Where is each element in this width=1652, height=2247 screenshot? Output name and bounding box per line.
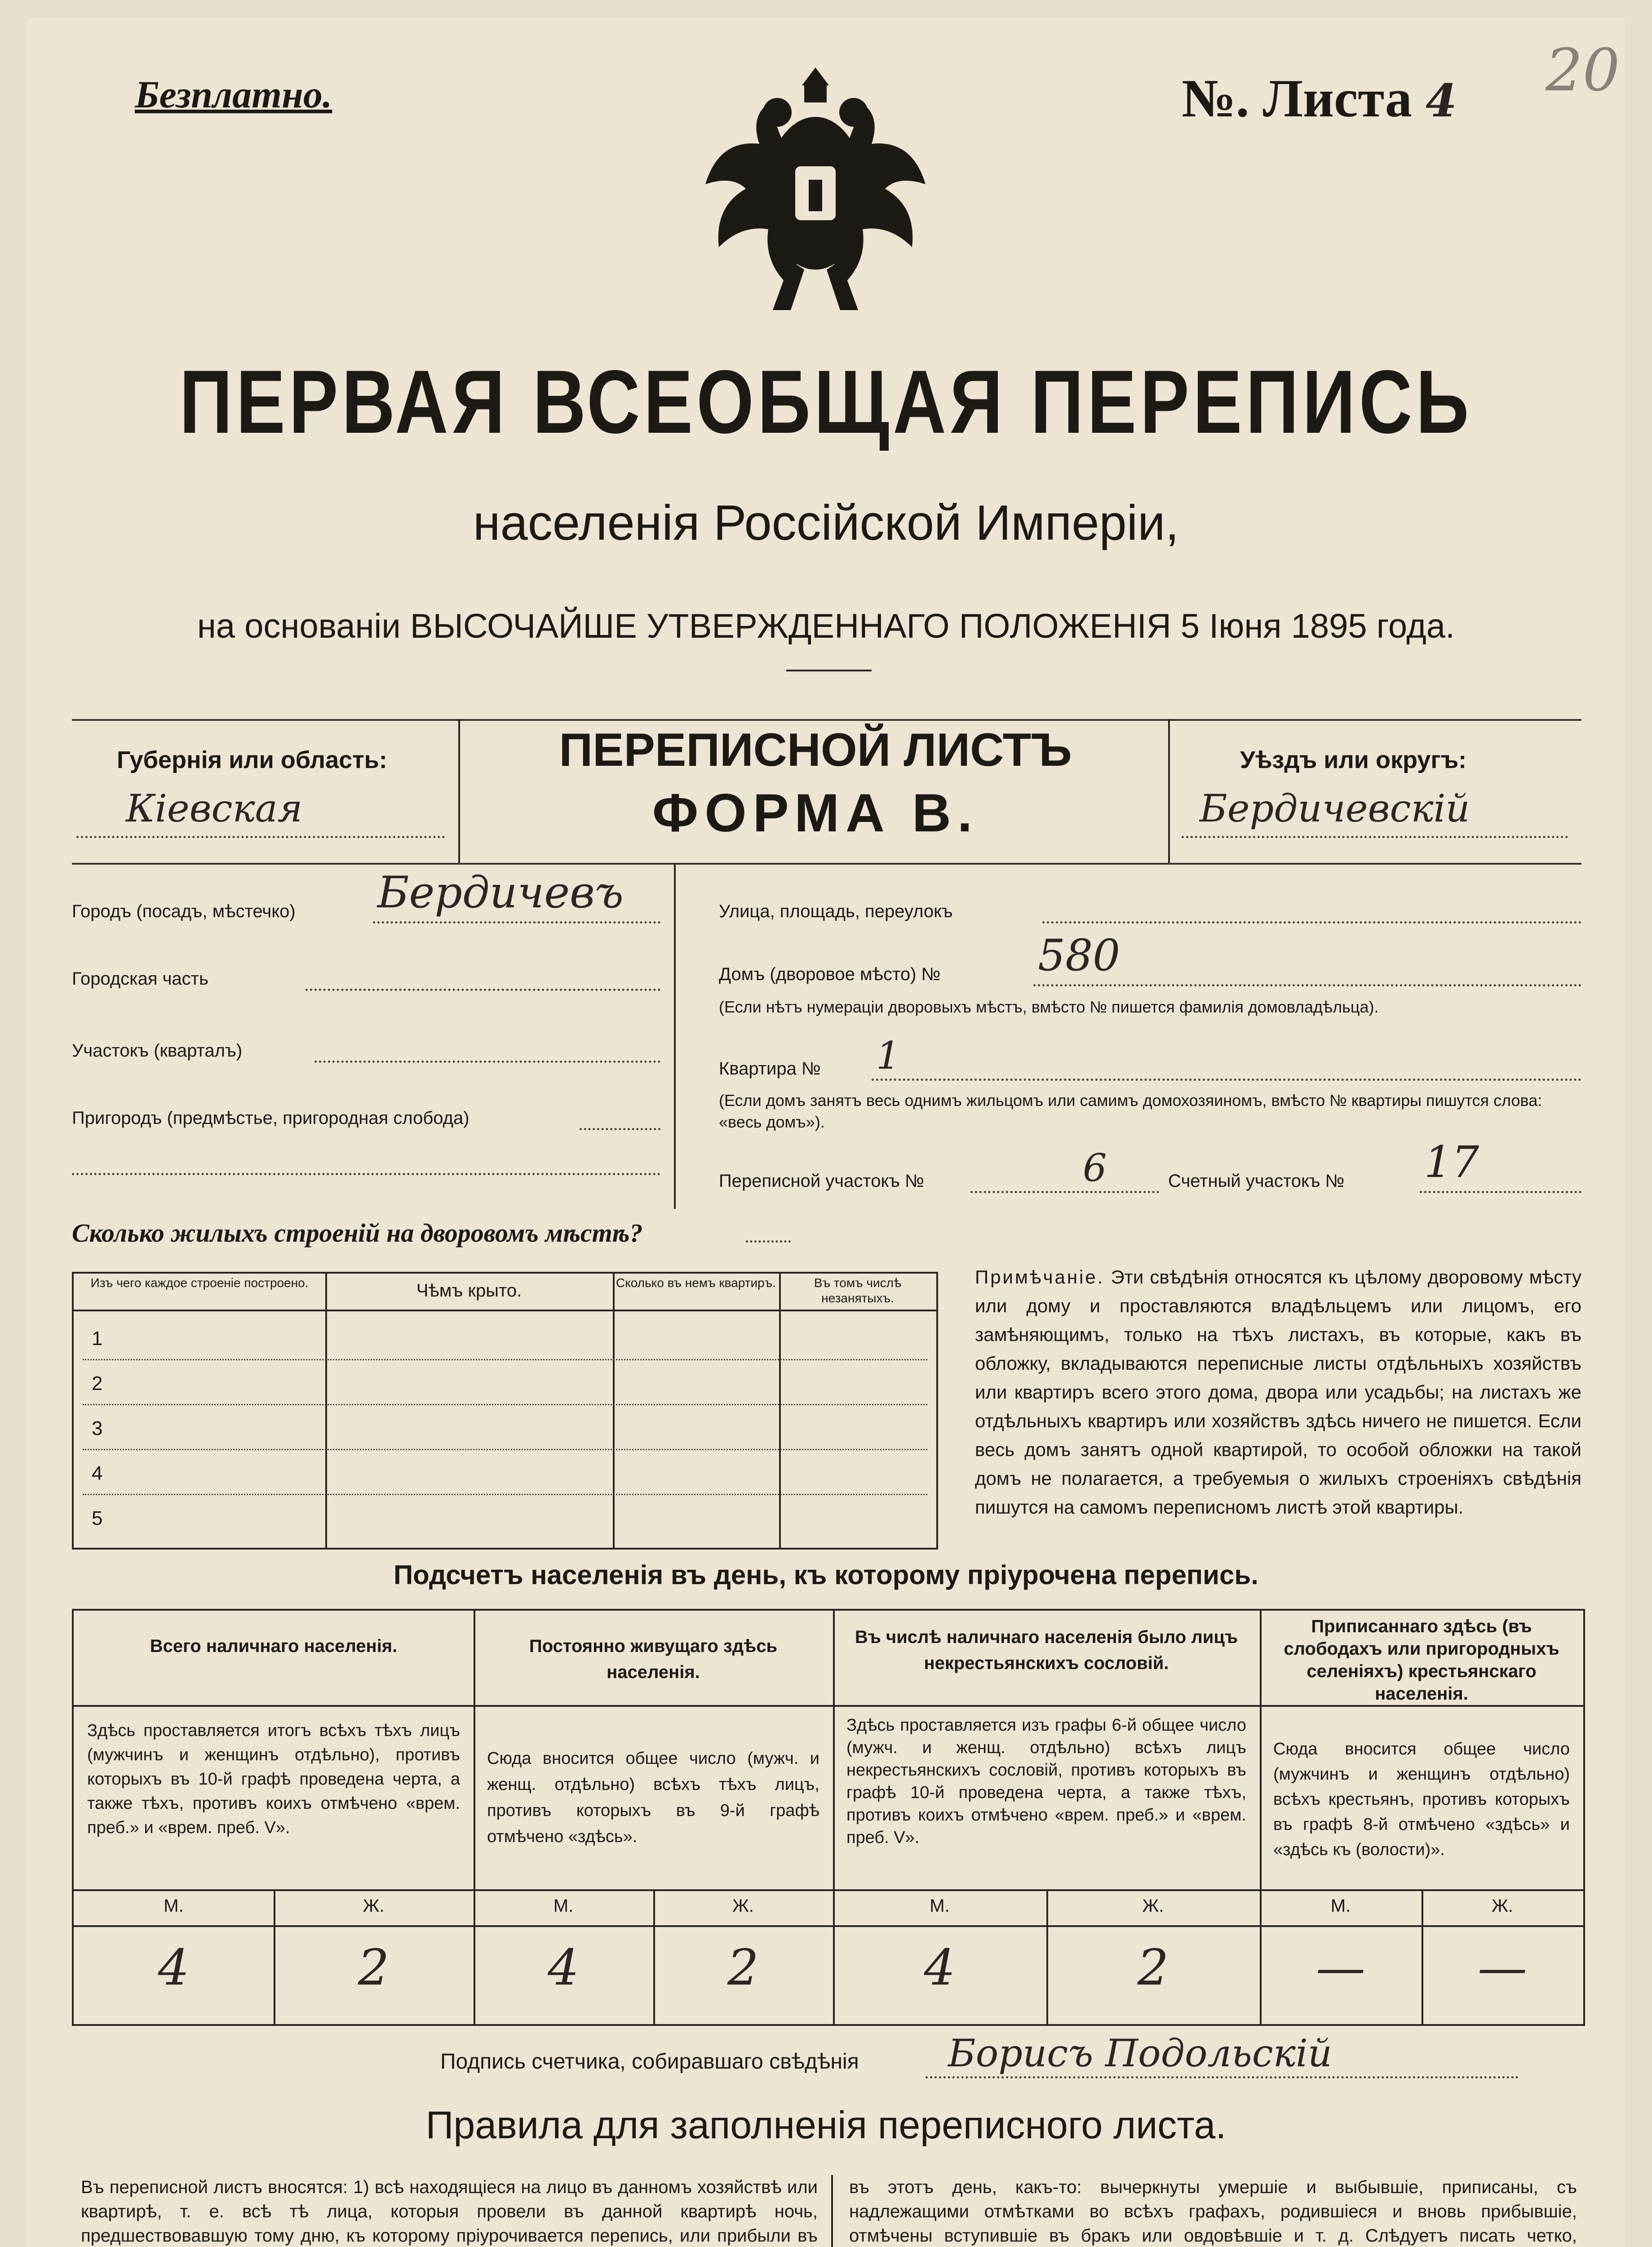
population-desc-rule <box>74 1889 1583 1891</box>
population-head-rule <box>74 1705 1583 1707</box>
city-part-dots <box>306 989 660 991</box>
population-desc-permanent: Сюда вносится общее число (мужч. и женщ. отдѣльно) всѣхъ тѣхъ лицъ, противъ которыхъ въ 9-й графѣ отмѣчено «здѣсь». <box>487 1749 819 1846</box>
buildings-row-rule <box>83 1494 927 1495</box>
rules-left-column: Въ переписной листъ вносятся: 1) всѣ находящіеся на лицо въ данномъ хозяйствѣ или квартирѣ, т. е. всѣ тѣ лица, которыя провели въ данной квартирѣ ночь, предшествовавшую тому дню, къ которому пріурочивается перепись, или прибыли въ <box>81 2177 818 2246</box>
non-peasant-male-count: 4 <box>924 1939 956 1996</box>
buildings-header-material: Изъ чего каждое строеніе построено. <box>90 1276 309 1290</box>
note-text: Эти свѣдѣнія относятся къ цѣлому дворовому мѣсту или дому и проставляются владѣльцемъ или лицомъ, его замѣняющимъ, только на тѣхъ листахъ, въ которые, какъ въ обложку, вкладываются переписные листы отдѣльныхъ хозяйствъ или квартиръ всего этого дома, двора или усадьбы; на листахъ же отдѣльныхъ квартиръ или хозяйствъ здѣсь ничего не пишется. Если весь домъ занятъ одной квартирой, то особой обложки на такой домъ не полагается, а требуемыя о жилыхъ строеніяхъ свѣдѣнія пишутся на самомъ переписномъ листѣ этой квартиры. <box>975 1266 1582 1518</box>
census-district-value: 6 <box>1083 1146 1107 1190</box>
uezd-dots <box>1182 836 1568 838</box>
gubernia-dots <box>76 836 445 838</box>
city-part-label: Городская часть <box>72 969 208 989</box>
city-label: Городъ (посадъ, мѣстечко) <box>72 901 296 921</box>
buildings-row-rule <box>83 1359 927 1360</box>
divider <box>786 670 872 671</box>
buildings-row-number: 5 <box>92 1507 103 1529</box>
rules-right-column: въ этотъ день, какъ-то: вычеркнуты умершіе и выбывшіе, приписаны, съ надлежащими отмѣтками во всѣхъ графахъ, родившіеся и вновь прибывшіе, отмѣчены вступившіе въ бракъ или овдовѣвшіе и т. д. Слѣдуетъ писать четко, <box>849 2177 1577 2246</box>
house-dots <box>1033 984 1581 986</box>
population-desc-peasant: Сюда вносится общее число (мужчинъ и женщинъ отдѣльно) всѣхъ крестьянъ, противъ которыхъ въ графѣ 8-й отмѣчено «здѣсь» и «здѣсь къ (волости)». <box>1273 1740 1570 1859</box>
peasant-male-count: — <box>1316 1939 1365 1996</box>
buildings-header-rule <box>74 1310 936 1311</box>
count-district-value: 17 <box>1424 1137 1479 1187</box>
rules-column-rule <box>831 2175 833 2247</box>
district-dots <box>314 1061 660 1063</box>
suburb-dots <box>580 1128 660 1130</box>
buildings-col-rule <box>325 1274 327 1548</box>
buildings-row-number: 4 <box>92 1462 103 1484</box>
corner-number: 20 <box>1546 36 1620 104</box>
form-bottom-rule <box>72 863 1581 865</box>
form-divider-right <box>1168 719 1170 863</box>
buildings-table <box>72 1272 938 1550</box>
address-divider <box>674 863 676 1209</box>
buildings-header-apartments: Сколько въ немъ квартиръ. <box>616 1276 776 1290</box>
rules-title: Правила для заполненія переписного листа. <box>425 2104 1227 2147</box>
apartment-value: 1 <box>876 1034 900 1078</box>
census-district-dots <box>970 1191 1159 1193</box>
street-label: Улица, площадь, переулокъ <box>719 901 953 921</box>
buildings-note <box>975 1263 1581 1522</box>
house-value: 580 <box>1038 930 1121 981</box>
buildings-question-dots <box>746 1240 791 1243</box>
form-name: ПЕРЕПИСНОЙ ЛИСТЪ <box>559 724 1072 776</box>
signature-value: Борисъ Подольскій <box>948 2031 1332 2075</box>
population-head-total: Всего наличнаго населенія. <box>150 1636 398 1656</box>
buildings-header-vacant: Въ томъ числѣ незанятыхъ. <box>814 1276 902 1305</box>
buildings-row-number: 3 <box>92 1417 103 1439</box>
form-divider-left <box>458 719 460 863</box>
census-district-label: Переписной участокъ № <box>719 1171 925 1191</box>
house-label: Домъ (дворовое мѣсто) № <box>719 964 941 984</box>
f-label: Ж. <box>732 1896 754 1916</box>
population-desc-total: Здѣсь проставляется итогъ всѣхъ тѣхъ лицъ (мужчинъ и женщинъ отдѣльно), противъ которыхъ въ 10-й графѣ проведена черта, а также тѣхъ, противъ коихъ отмѣчено «врем. преб.» и «врем. преб. V». <box>87 1721 460 1837</box>
population-title: Подсчетъ населенія въ день, къ которому пріурочена перепись. <box>394 1560 1258 1590</box>
population-mf-rule <box>74 1925 1583 1927</box>
count-district-label: Счетный участокъ № <box>1168 1171 1345 1191</box>
uezd-value: Бердичевскій <box>1200 786 1470 830</box>
buildings-question: Сколько жилыхъ строеній на дворовомъ мѣстѣ? <box>72 1218 643 1248</box>
apartment-note: (Если домъ занятъ весь однимъ жильцомъ или самимъ домохозяиномъ, вмѣсто № квартиры пишутся слова: «весь домъ»). <box>719 1091 1542 1131</box>
street-dots <box>1042 921 1581 924</box>
subtitle: населенія Россійской Имперіи, <box>473 495 1179 551</box>
sheet-number-label: №. Листа <box>1182 68 1412 128</box>
apartment-dots <box>872 1079 1581 1081</box>
buildings-row-number: 2 <box>92 1372 103 1394</box>
form-variant: ФОРМА В. <box>652 783 979 843</box>
district-label: Участокъ (кварталъ) <box>72 1041 243 1061</box>
f-label: Ж. <box>363 1896 385 1916</box>
sheet-number <box>1182 67 1457 129</box>
permanent-female-count: 2 <box>727 1939 759 1996</box>
form-top-rule <box>72 719 1581 721</box>
buildings-header-roof: Чѣмъ крыто. <box>416 1281 522 1301</box>
m-label: М. <box>930 1896 950 1916</box>
buildings-col-rule <box>613 1274 615 1548</box>
buildings-row-rule <box>83 1404 927 1405</box>
population-table <box>72 1609 1585 2026</box>
total-female-count: 2 <box>358 1939 390 1996</box>
m-label: М. <box>1330 1896 1351 1916</box>
house-note: (Если нѣтъ нумераціи дворовыхъ мѣстъ, вмѣсто № пишется фамилія домовладѣльца). <box>719 998 1379 1016</box>
uezd-label: Уѣздъ или округъ: <box>1240 746 1467 773</box>
buildings-row-number: 1 <box>92 1328 103 1350</box>
buildings-col-rule <box>779 1274 781 1548</box>
m-label: М. <box>553 1896 574 1916</box>
gubernia-value: Кіевская <box>126 786 303 830</box>
suburb-label: Пригородъ (предмѣстье, пригородная слобода) <box>72 1108 469 1128</box>
m-label: М. <box>164 1896 184 1916</box>
city-value: Бердичевъ <box>377 867 624 918</box>
signature-label: Подпись счетчика, собиравшаго свѣдѣнія <box>440 2050 859 2074</box>
note-lead: Примѣчаніе. <box>975 1266 1105 1288</box>
basis-line: на основаніи ВЫСОЧАЙШЕ УТВЕРЖДЕННАГО ПОЛОЖЕНІЯ 5 Іюня 1895 года. <box>197 607 1455 645</box>
population-desc-non-peasant: Здѣсь проставляется изъ графы 6-й общее число (мужч. и женщ. отдѣльно) всѣхъ лицъ некрестьянскихъ сословій, противъ которыхъ въ графѣ 10-й проведена черта, а также тѣхъ, противъ коихъ отмѣчено «врем. преб.» и «врем. преб. V». <box>846 1716 1246 1847</box>
population-head-non-peasant: Въ числѣ наличнаго населенія было лицъ некрестьянскихъ сословій. <box>855 1627 1238 1673</box>
gubernia-label: Губернія или область: <box>117 746 387 773</box>
buildings-row-rule <box>83 1449 927 1450</box>
suburb-dots-2 <box>72 1173 660 1175</box>
non-peasant-female-count: 2 <box>1137 1939 1169 1996</box>
main-title: ПЕРВАЯ ВСЕОБЩАЯ ПЕРЕПИСЬ <box>179 352 1473 452</box>
free-label: Безплатно. <box>135 73 332 116</box>
peasant-female-count: — <box>1478 1939 1527 1996</box>
total-male-count: 4 <box>158 1939 190 1996</box>
census-sheet <box>27 18 1625 2247</box>
double-headed-eagle-emblem <box>701 63 930 319</box>
count-district-dots <box>1420 1191 1581 1193</box>
apartment-label: Квартира № <box>719 1059 821 1079</box>
f-label: Ж. <box>1491 1896 1514 1916</box>
sheet-number-value: 4 <box>1425 74 1457 127</box>
f-label: Ж. <box>1142 1896 1164 1916</box>
population-head-permanent: Постоянно живущаго здѣсь населенія. <box>529 1636 778 1682</box>
permanent-male-count: 4 <box>548 1939 579 1996</box>
city-dots <box>373 921 660 924</box>
signature-dots <box>926 2076 1519 2078</box>
population-head-peasant: Приписаннаго здѣсь (въ слободахъ или пригородныхъ селеніяхъ) крестьянскаго населенія. <box>1284 1616 1559 1704</box>
